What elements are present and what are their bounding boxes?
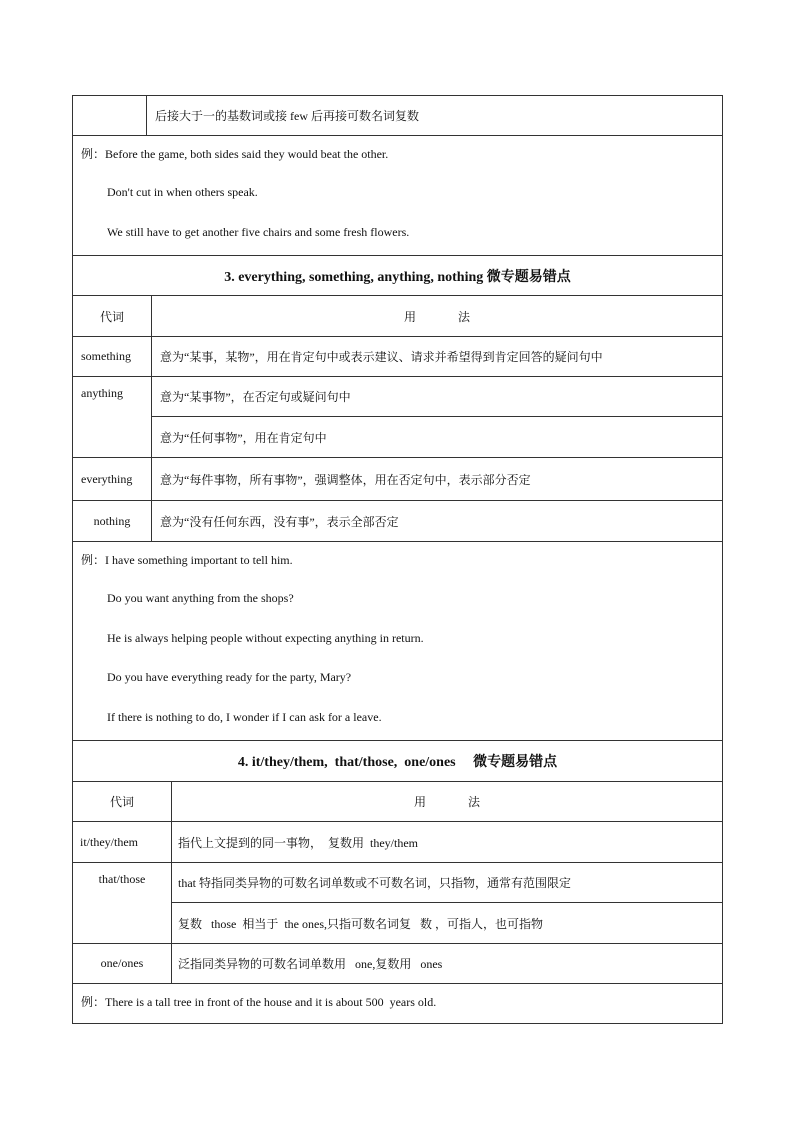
table-header-row xyxy=(72,296,723,337)
examples-block xyxy=(72,542,723,741)
example-line: 例：Before the game, both sides said they would beat the other. xyxy=(81,147,389,161)
pronoun-cell xyxy=(73,96,146,135)
table-row xyxy=(72,501,723,542)
pronoun-label: one/ones xyxy=(100,956,144,970)
section-title: 4. it/they/them, that/those, one/ones 微专题易错点 xyxy=(72,741,723,782)
pronoun-label: it/they/them xyxy=(80,834,138,849)
usage-header-label: 用 法 xyxy=(413,795,480,809)
pronoun-header xyxy=(73,296,151,336)
table-row xyxy=(72,337,723,377)
example-line: We still have to get another five chairs and some fresh flowers. xyxy=(107,225,410,239)
usage-header-label: 用 法 xyxy=(403,309,470,324)
pronoun-label: nothing xyxy=(93,513,131,528)
pronoun-label: something xyxy=(81,349,131,363)
pronoun-cell xyxy=(73,501,151,541)
usage-text: 意为“某事物”，在否定句或疑问句中 xyxy=(160,390,351,404)
usage-text: 意为“每件事物，所有事物”，强调整体，用在否定句中，表示部分否定 xyxy=(160,472,531,487)
examples-block xyxy=(72,136,723,256)
table-row xyxy=(72,944,723,984)
usage-text: 意为“任何事物”，用在肯定句中 xyxy=(160,430,327,445)
pronoun-label: anything xyxy=(81,386,123,400)
pronoun-header xyxy=(73,782,171,821)
usage-header xyxy=(171,782,722,821)
usage-cell xyxy=(151,377,722,457)
usage-text: 泛指同类异物的可数名词单数用 one,复数用 ones xyxy=(178,957,443,971)
example-line: 例：There is a tall tree in front of the house and it is about 500 years old. xyxy=(81,995,437,1009)
usage-cell xyxy=(151,458,722,500)
usage-subcell xyxy=(172,863,722,903)
usage-text: 复数 those 相当于 the ones,只指可数名词复 数 ，可指人，也可指物 xyxy=(178,916,543,931)
usage-header xyxy=(151,296,722,336)
table-row xyxy=(72,377,723,458)
usage-text: 指代上文提到的同一事物， 复数用 they/them xyxy=(178,835,418,850)
pronoun-header-label: 代词 xyxy=(109,795,134,809)
usage-cell xyxy=(171,822,722,862)
pronoun-cell xyxy=(73,377,151,457)
table-row xyxy=(72,822,723,863)
pronoun-label: everything xyxy=(81,471,133,486)
usage-cell xyxy=(171,944,722,983)
usage-text: that 特指同类异物的可数名词单数或不可数名词，只指物，通常有范围限定 xyxy=(178,876,571,890)
pronoun-label: that/those xyxy=(98,872,146,886)
usage-cell xyxy=(151,501,722,541)
example-line: Do you want anything from the shops? xyxy=(107,591,294,605)
example-line: If there is nothing to do, I wonder if I can ask for a leave. xyxy=(107,710,382,724)
table-row xyxy=(72,95,723,136)
usage-cell xyxy=(146,96,722,135)
pronoun-cell xyxy=(73,822,171,862)
example-line: 例：I have something important to tell him. xyxy=(81,553,293,567)
usage-cell xyxy=(171,863,722,943)
usage-text: 意为“没有任何东西，没有事”，表示全部否定 xyxy=(160,514,399,529)
section-title: 3. everything, something, anything, nothing 微专题易错点 xyxy=(72,256,723,296)
usage-subcell xyxy=(152,377,722,417)
usage-subcell xyxy=(152,417,722,457)
pronoun-cell xyxy=(73,944,171,983)
usage-subcell xyxy=(172,903,722,943)
pronoun-header-label: 代词 xyxy=(99,309,124,324)
table-header-row xyxy=(72,782,723,822)
pronoun-cell xyxy=(73,337,151,376)
example-line: He is always helping people without expecting anything in return. xyxy=(107,631,424,645)
example-line: Do you have everything ready for the party, Mary? xyxy=(107,670,352,684)
usage-text: 后接大于一的基数词或接 few 后再接可数名词复数 xyxy=(155,109,419,123)
examples-block xyxy=(72,984,723,1024)
usage-text: 意为“某事，某物”，用在肯定句中或表示建议、请求并希望得到肯定回答的疑问句中 xyxy=(160,350,603,364)
table-row xyxy=(72,863,723,944)
usage-cell xyxy=(151,337,722,376)
table-row xyxy=(72,458,723,501)
example-line: Don't cut in when others speak. xyxy=(107,185,258,199)
pronoun-cell xyxy=(73,458,151,500)
pronoun-cell xyxy=(73,863,171,943)
